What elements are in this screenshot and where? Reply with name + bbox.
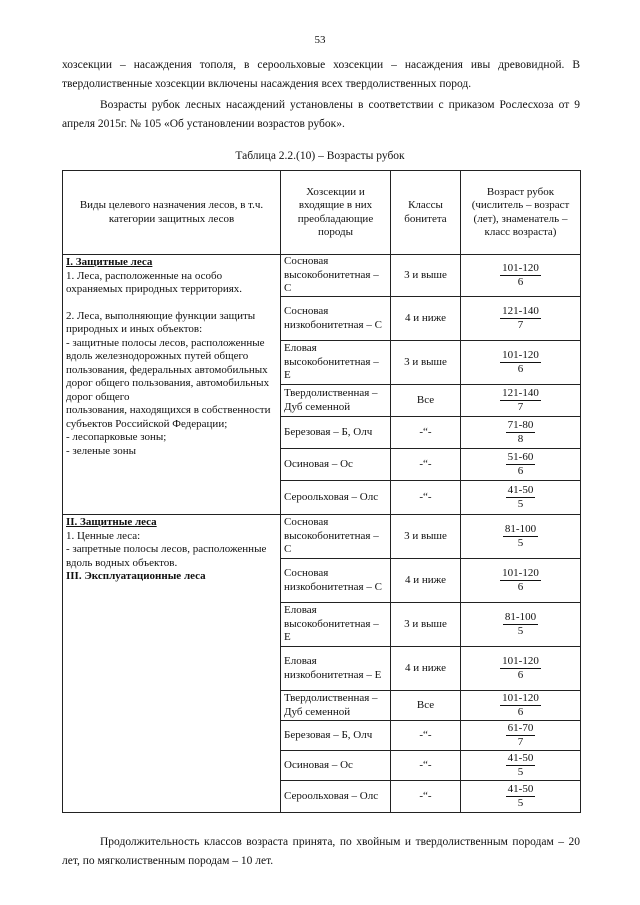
bonitet-cell: -“- [391, 481, 461, 515]
age-years: 81-100 [504, 522, 537, 535]
group1-line: - лесопарковые зоны; [66, 431, 167, 443]
age-class: 6 [517, 464, 524, 477]
bonitet-cell: -“- [391, 751, 461, 781]
header-bonitet: Классы бонитета [391, 171, 461, 255]
age-cell [461, 603, 581, 647]
age-years: 101-120 [502, 654, 539, 667]
species-cell: Еловая высокобонитетная – Е [281, 341, 391, 385]
age-class: 7 [517, 735, 524, 748]
group1-description [63, 255, 281, 515]
age-years: 81-100 [504, 610, 537, 623]
table-row [63, 255, 581, 297]
group3-title: III. Эксплуатационные леса [66, 570, 206, 582]
age-years: 101-120 [502, 566, 539, 579]
table-row [63, 515, 581, 559]
group2-line: 1. Ценные леса: [66, 529, 141, 542]
age-cell [461, 341, 581, 385]
paragraph-class-duration: Продолжительность классов возраста принята, по хвойным и твердолиственным породам – 20 лет, по мягколиственным породам – 10 лет. [62, 836, 580, 867]
age-class: 6 [517, 580, 524, 593]
page-number: 53 [314, 34, 326, 46]
species-cell: Осиновая – Ос [281, 449, 391, 481]
species-cell: Сосновая высокобонитетная – С [281, 515, 391, 559]
age-cell [461, 559, 581, 603]
species-cell: Еловая высокобонитетная – Е [281, 603, 391, 647]
age-cell [461, 751, 581, 781]
species-cell: Сосновая высокобонитетная – С [281, 255, 391, 297]
age-class: 7 [517, 318, 524, 331]
age-cell [461, 449, 581, 481]
age-cell [461, 417, 581, 449]
age-years: 41-50 [507, 782, 534, 795]
bonitet-cell: -“- [391, 417, 461, 449]
age-years: 41-50 [507, 483, 534, 496]
header-cutting-age: Возраст рубок (числитель – возраст (лет), знаменатель – класс возраста) [461, 171, 581, 255]
bonitet-cell: -“- [391, 449, 461, 481]
group1-line: - зеленые зоны [66, 444, 136, 457]
species-cell: Сосновая низкобонитетная – С [281, 559, 391, 603]
bonitet-cell: 4 и ниже [391, 647, 461, 691]
age-years: 61-70 [507, 721, 534, 734]
species-cell: Твердолиственная – Дуб семенной [281, 691, 391, 721]
species-cell: Осиновая – Ос [281, 751, 391, 781]
age-cell [461, 255, 581, 297]
age-years: 101-120 [502, 691, 539, 704]
age-cell [461, 297, 581, 341]
species-cell: Сосновая низкобонитетная – С [281, 297, 391, 341]
age-class: 5 [517, 765, 524, 778]
age-years: 51-60 [507, 450, 534, 463]
age-class: 6 [517, 275, 524, 288]
age-years: 121-140 [502, 304, 539, 317]
bonitet-cell: 4 и ниже [391, 559, 461, 603]
age-cell [461, 721, 581, 751]
bonitet-cell: 3 и выше [391, 603, 461, 647]
age-cell [461, 385, 581, 417]
age-class: 8 [517, 432, 524, 445]
cutting-age-table [62, 170, 581, 813]
age-class: 6 [517, 705, 524, 718]
species-cell: Сероольховая – Олс [281, 781, 391, 813]
group1-title: I. Защитные леса [66, 256, 153, 268]
age-class: 5 [517, 624, 524, 637]
age-years: 101-120 [502, 348, 539, 361]
table-caption: Таблица 2.2.(10) – Возрасты рубок [235, 150, 405, 162]
group2-line: - запретные полосы лесов, расположенные вдоль водных объектов. [66, 543, 267, 569]
bonitet-cell: 3 и выше [391, 515, 461, 559]
age-years: 71-80 [507, 418, 534, 431]
age-class: 5 [517, 536, 524, 549]
table-header-row [63, 171, 581, 255]
species-cell: Березовая – Б, Олч [281, 721, 391, 751]
age-cell [461, 647, 581, 691]
bonitet-cell: -“- [391, 721, 461, 751]
group1-line: - защитные полосы лесов, расположенные вдоль железнодорожных путей общего пользования, федеральных автомобильных дорог общего пользования, автомобильных дорог общего [66, 336, 270, 403]
age-cell [461, 691, 581, 721]
species-cell: Березовая – Б, Олч [281, 417, 391, 449]
age-years: 101-120 [502, 261, 539, 274]
age-cell [461, 481, 581, 515]
bonitet-cell: Все [391, 385, 461, 417]
species-cell: Твердолиственная – Дуб семенной [281, 385, 391, 417]
age-class: 5 [517, 796, 524, 809]
age-class: 6 [517, 668, 524, 681]
paragraph-hozsekcii: хозсекции – насаждения тополя, в сероольховые хозсекции – насаждения ивы древовидной. В твердолиственные хозсекции включены насаждения всех твердолиственных пород. [62, 59, 580, 90]
header-hozsekcii: Хозсекции и входящие в них преобладающие породы [281, 171, 391, 255]
age-class: 7 [517, 400, 524, 413]
age-years: 121-140 [502, 386, 539, 399]
group2-title: II. Защитные леса [66, 516, 157, 528]
bonitet-cell: -“- [391, 781, 461, 813]
age-cell [461, 515, 581, 559]
bonitet-cell: Все [391, 691, 461, 721]
age-years: 41-50 [507, 751, 534, 764]
group1-gap [66, 297, 277, 310]
group1-line: пользования, находящихся в собственности субъектов Российской Федерации; [66, 404, 271, 430]
species-cell: Еловая низкобонитетная – Е [281, 647, 391, 691]
age-cell [461, 781, 581, 813]
bonitet-cell: 4 и ниже [391, 297, 461, 341]
age-class: 5 [517, 497, 524, 510]
group2-description [63, 515, 281, 813]
paragraph-vozrasty-rubok: Возрасты рубок лесных насаждений установлены в соответствии с приказом Рослесхоза от 9 апреля 2015г. № 105 «Об установлении возрастов рубок». [62, 99, 580, 130]
bonitet-cell: 3 и выше [391, 341, 461, 385]
age-class: 6 [517, 362, 524, 375]
species-cell: Сероольховая – Олс [281, 481, 391, 515]
header-forest-purpose: Виды целевого назначения лесов, в т.ч. категории защитных лесов [63, 171, 281, 255]
group1-line: 2. Леса, выполняющие функции защиты природных и иных объектов: [66, 309, 256, 335]
group1-line: 1. Леса, расположенные на особо охраняемых природных территориях. [66, 269, 243, 295]
bonitet-cell: 3 и выше [391, 255, 461, 297]
